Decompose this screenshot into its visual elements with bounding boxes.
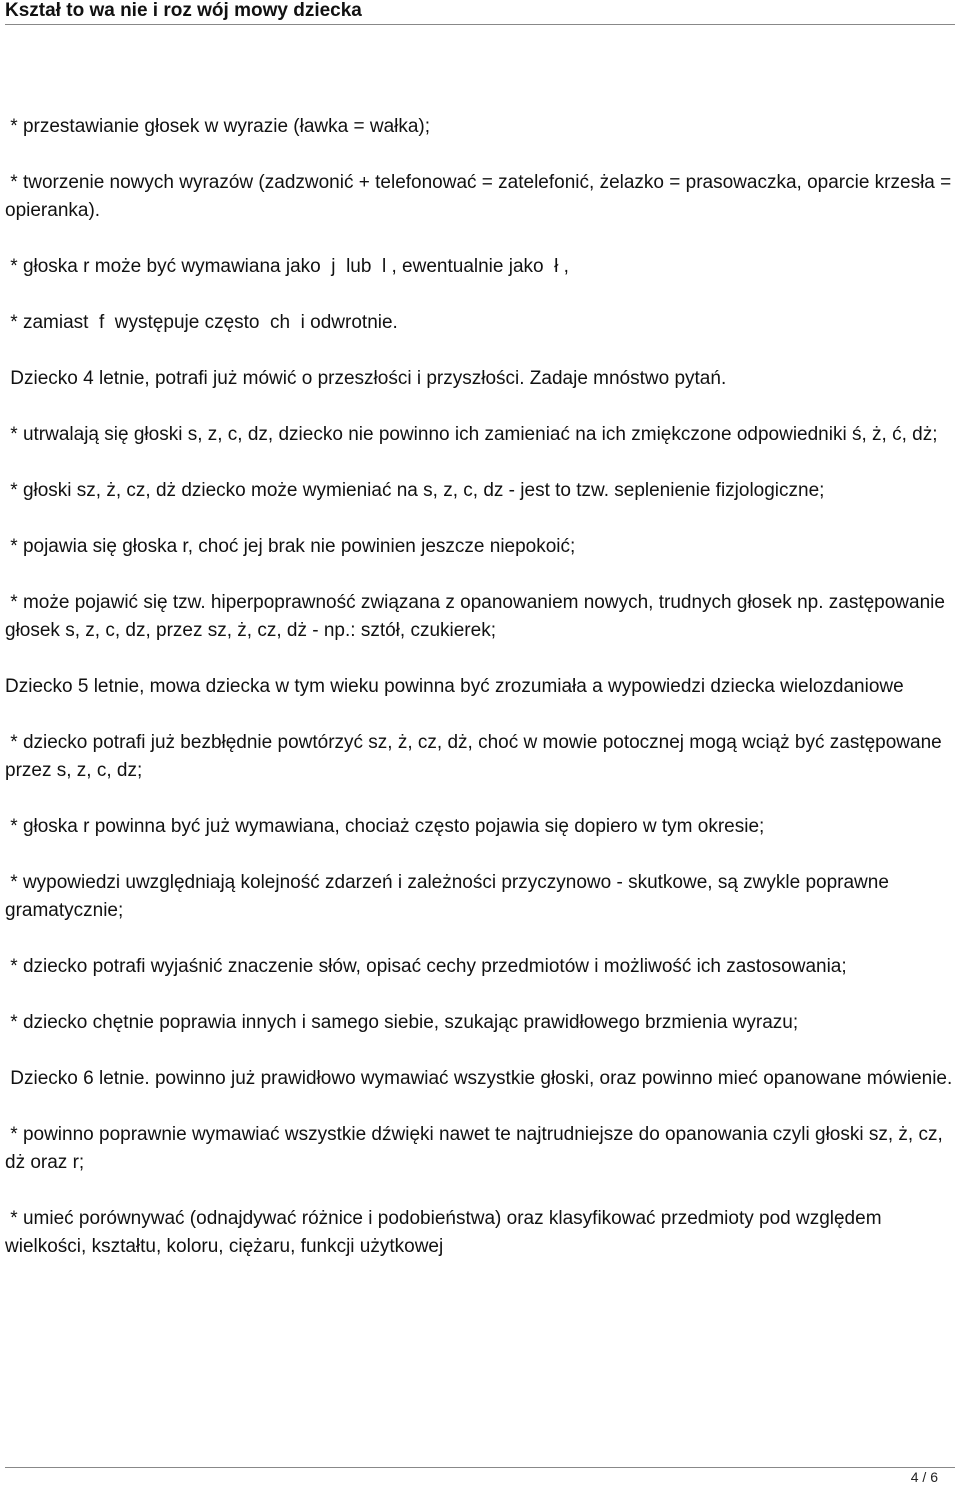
paragraph: * głoska r powinna być już wymawiana, chociaż często pojawia się dopiero w tym okresie; [5, 816, 765, 837]
paragraph: * głoski sz, ż, cz, dż dziecko może wymieniać na s, z, c, dz - jest to tzw. seplenienie fizjologiczne; [5, 480, 825, 501]
document-body [5, 113, 955, 1289]
paragraph: * umieć porównywać (odnajdywać różnice i podobieństwa) oraz klasyfikować przedmioty pod względem wielkości, kształtu, koloru, ciężaru, funkcji użytkowej [5, 1208, 887, 1257]
paragraph: * może pojawić się tzw. hiperpoprawność związana z opanowaniem nowych, trudnych głosek np. zastępowanie głosek s, z, c, dz, przez sz, ż, cz, dż - np.: sztół, czukierek; [5, 592, 951, 641]
paragraph: * dziecko chętnie poprawia innych i samego siebie, szukając prawidłowego brzmienia wyrazu; [5, 1012, 799, 1033]
paragraph: * dziecko potrafi już bezbłędnie powtórzyć sz, ż, cz, dż, choć w mowie potocznej mogą wciąż być zastępowane przez s, z, c, dz; [5, 732, 947, 781]
paragraph: * powinno poprawnie wymawiać wszystkie dźwięki nawet te najtrudniejsze do opanowania czyli głoski sz, ż, cz, dż oraz r; [5, 1124, 949, 1173]
document-title: Kształ to wa nie i roz wój mowy dziecka [5, 0, 362, 21]
paragraph: * przestawianie głosek w wyrazie (ławka = wałka); [5, 116, 431, 137]
footer-divider [5, 1467, 955, 1468]
paragraph: Dziecko 4 letnie, potrafi już mówić o przeszłości i przyszłości. Zadaje mnóstwo pytań. [5, 368, 727, 389]
paragraph: * wypowiedzi uwzględniają kolejność zdarzeń i zależności przyczynowo - skutkowe, są zwykle poprawne gramatycznie; [5, 872, 895, 921]
paragraph: * tworzenie nowych wyrazów (zadzwonić + telefonować = zatelefonić, żelazko = prasowaczka, oparcie krzesła = opieranka). [5, 172, 957, 221]
page-number: 4 / 6 [910, 1469, 938, 1485]
paragraph: * zamiast f występuje często ch i odwrotnie. [5, 312, 398, 333]
paragraph: * głoska r może być wymawiana jako j lub l , ewentualnie jako ł , [5, 256, 569, 277]
paragraph: * dziecko potrafi wyjaśnić znaczenie słów, opisać cechy przedmiotów i możliwość ich zastosowania; [5, 956, 847, 977]
paragraph: Dziecko 6 letnie. powinno już prawidłowo wymawiać wszystkie głoski, oraz powinno mieć opanowane mówienie. [5, 1068, 953, 1089]
paragraph: * pojawia się głoska r, choć jej brak nie powinien jeszcze niepokoić; [5, 536, 576, 557]
paragraph: * utrwalają się głoski s, z, c, dz, dziecko nie powinno ich zamieniać na ich zmiękczone odpowiedniki ś, ż, ć, dż; [5, 424, 938, 445]
header-divider [5, 24, 955, 25]
paragraph: Dziecko 5 letnie, mowa dziecka w tym wieku powinna być zrozumiała a wypowiedzi dziecka wielozdaniowe [5, 676, 904, 697]
